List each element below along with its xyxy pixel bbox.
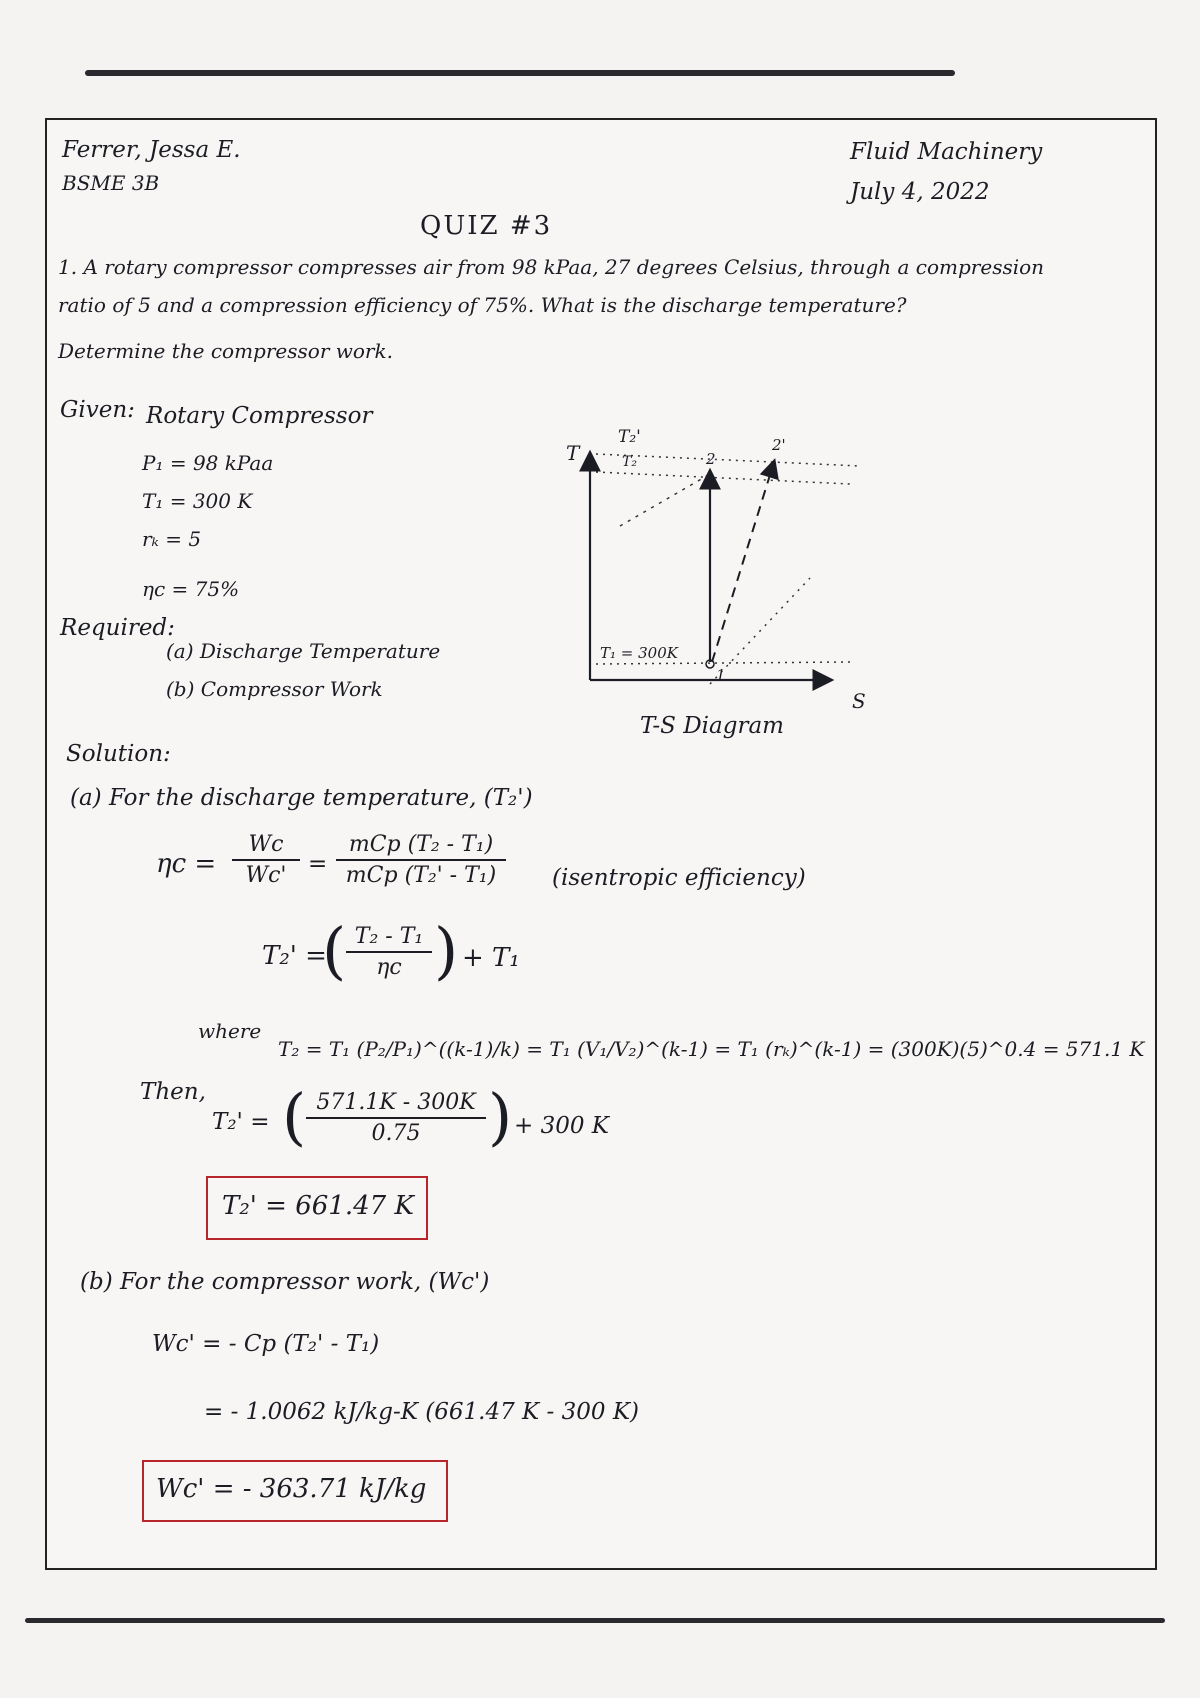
required-label: Required:	[60, 615, 175, 641]
label-t2: T₂	[622, 454, 637, 470]
t2p-lhs: T₂' =	[262, 941, 327, 971]
given-label: Given:	[60, 397, 135, 423]
answer-b: Wc' = - 363.71 kJ/kg	[156, 1474, 427, 1504]
t2p-fraction: T₂ - T₁ ηc	[346, 924, 432, 980]
then-fraction: 571.1K - 300K 0.75	[306, 1090, 486, 1146]
isentropic-note: (isentropic efficiency)	[552, 865, 806, 891]
label-t1: T₁ = 300K	[600, 644, 678, 662]
work-equation: Wc' = - Cp (T₂' - T₁)	[152, 1331, 380, 1357]
constant-p-curve	[620, 474, 710, 526]
where-label: where	[198, 1019, 262, 1043]
t2p-rhs: + T₁	[462, 943, 520, 973]
label-t2-prime: T₂'	[618, 427, 641, 447]
then-lhs: T₂' =	[212, 1109, 270, 1135]
work-substitution: = - 1.0062 kJ/kg-K (661.47 K - 300 K)	[204, 1399, 639, 1425]
label-state-2-prime: 2'	[772, 436, 786, 454]
label-state-1: 1	[716, 666, 726, 684]
subject: Fluid Machinery	[850, 139, 1043, 165]
answer-a: T₂' = 661.47 K	[222, 1191, 414, 1221]
given-title: Rotary Compressor	[146, 403, 373, 429]
s-axis-label: S	[852, 689, 866, 713]
isentropic-temperature: T₂ = T₁ (P₂/P₁)^((k-1)/k) = T₁ (V₁/V₂)^(k-1) = T₁ (rₖ)^(k-1) = (300K)(5)^0.4 = 571.1 K	[278, 1037, 1145, 1061]
bottom-rule	[25, 1618, 1165, 1623]
given-p1: P₁ = 98 kPaa	[142, 451, 274, 475]
problem-line-3: Determine the compressor work.	[58, 339, 393, 363]
problem-line-2: ratio of 5 and a compression efficiency of 75%. What is the discharge temperature?	[58, 293, 907, 317]
section: BSME 3B	[62, 171, 160, 195]
then-label: Then,	[140, 1079, 206, 1105]
t-axis-label: T	[566, 441, 580, 465]
given-eta: ηc = 75%	[142, 577, 240, 601]
given-t1: T₁ = 300 K	[142, 489, 253, 513]
solution-label: Solution:	[66, 741, 171, 767]
required-b: (b) Compressor Work	[166, 677, 383, 701]
ts-diagram	[560, 418, 880, 728]
quiz-title: QUIZ #3	[420, 211, 553, 241]
required-a: (a) Discharge Temperature	[166, 639, 441, 663]
t1-line	[596, 662, 850, 664]
given-rk: rₖ = 5	[142, 527, 202, 551]
diagram-caption: T-S Diagram	[640, 713, 784, 739]
isobar-mid	[596, 472, 850, 484]
actual-line	[712, 462, 774, 662]
part-b-heading: (b) For the compressor work, (Wc')	[80, 1269, 490, 1295]
problem-line-1: 1. A rotary compressor compresses air from 98 kPaa, 27 degrees Celsius, through a compression	[58, 255, 1045, 279]
part-a-heading: (a) For the discharge temperature, (T₂')	[70, 785, 533, 811]
top-rule	[85, 70, 955, 76]
student-name: Ferrer, Jessa E.	[62, 137, 241, 163]
work-ratio: Wc Wc'	[232, 832, 300, 888]
temperature-ratio: mCp (T₂ - T₁) mCp (T₂' - T₁)	[336, 832, 506, 888]
date: July 4, 2022	[850, 179, 990, 205]
then-rhs: + 300 K	[514, 1113, 609, 1139]
equals-sign: =	[308, 851, 328, 877]
label-state-2: 2	[706, 450, 716, 468]
eta-lhs: ηc =	[156, 849, 217, 879]
